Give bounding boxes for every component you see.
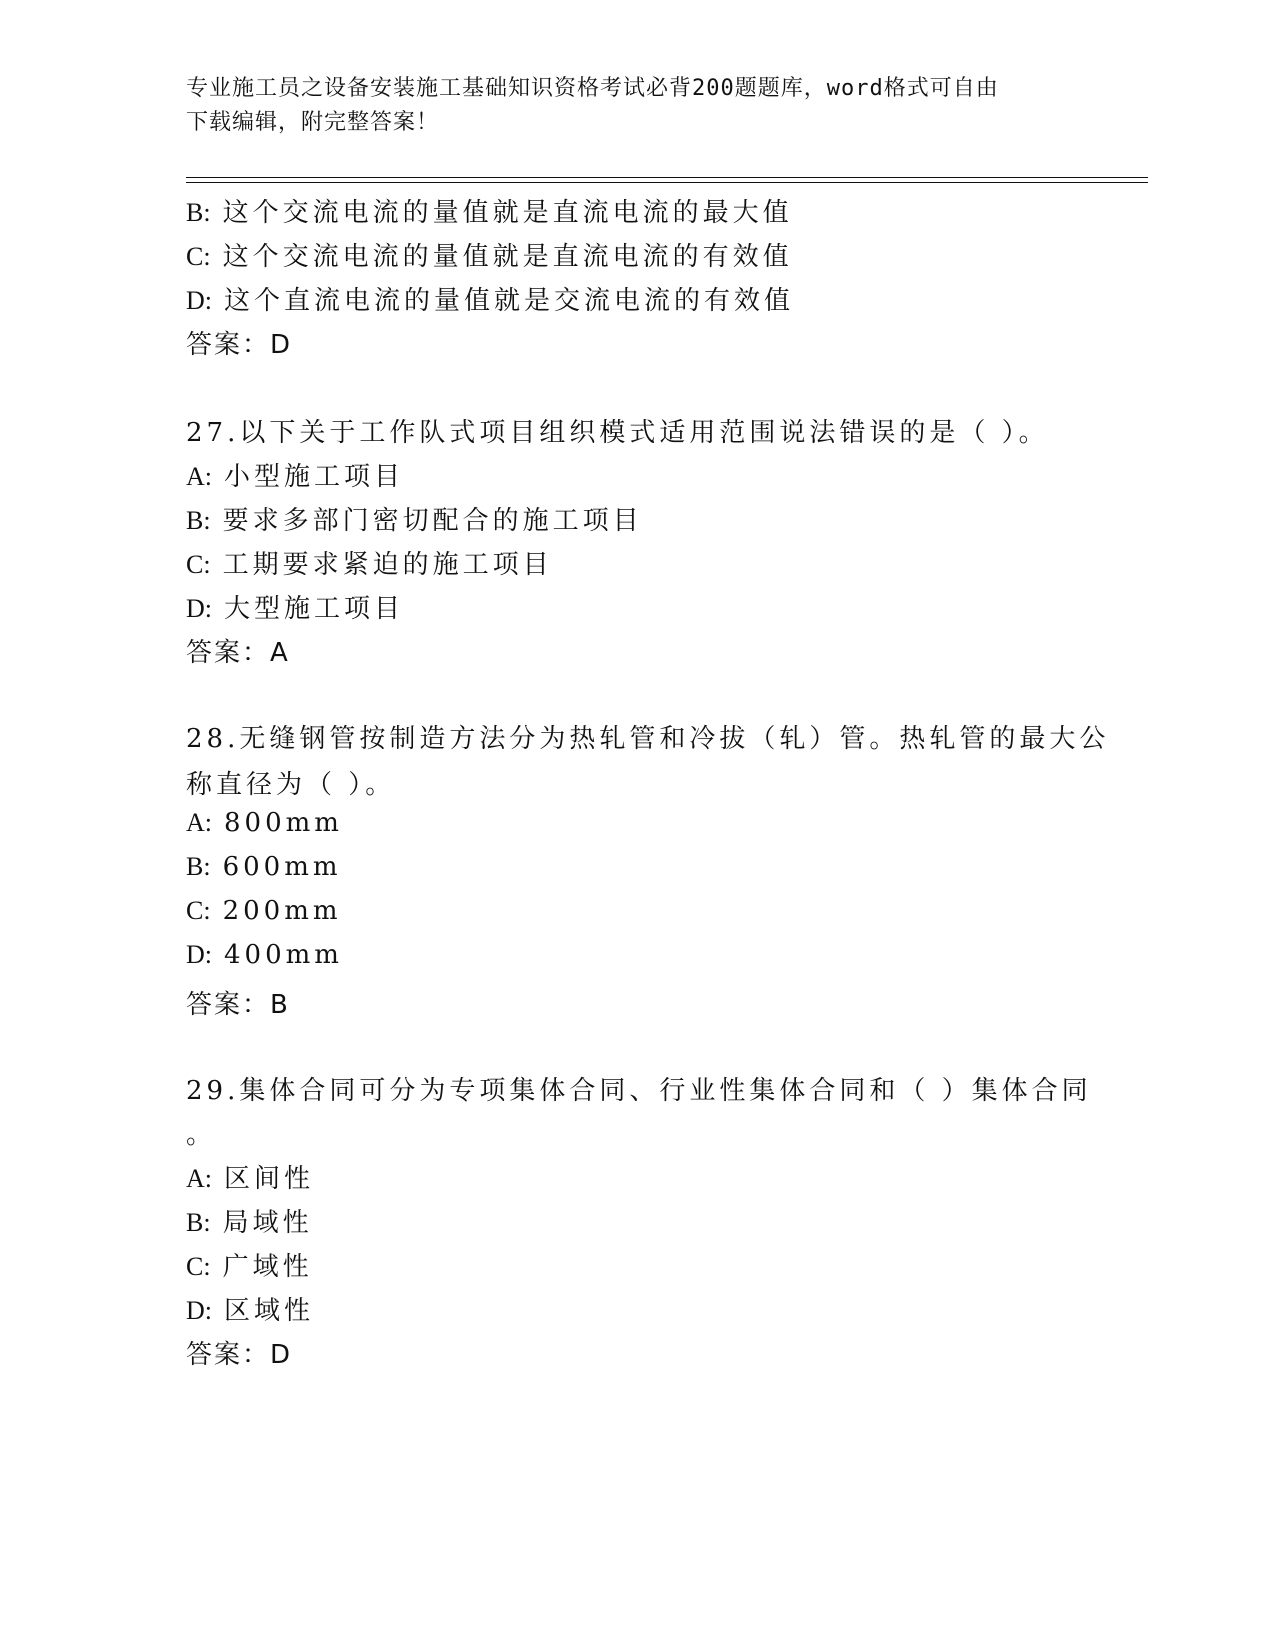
option-b bbox=[186, 1202, 313, 1239]
option-c bbox=[186, 896, 342, 926]
option-key: B: bbox=[186, 506, 211, 535]
option-key: C: bbox=[186, 896, 211, 925]
option-key: C: bbox=[186, 242, 211, 271]
header-rule-top bbox=[186, 177, 1148, 178]
option-key: D: bbox=[186, 286, 212, 315]
option-key: B: bbox=[186, 852, 211, 881]
option-text: 区间性 bbox=[224, 1164, 315, 1194]
answer-line: 答案：D bbox=[186, 1340, 293, 1370]
option-text: 800mm bbox=[224, 808, 343, 838]
question-29-text-cont: 。 bbox=[186, 1120, 217, 1150]
option-text: 要求多部门密切配合的施工项目 bbox=[222, 506, 643, 536]
answer-line: 答案：A bbox=[186, 638, 290, 668]
option-key: B: bbox=[186, 1208, 211, 1237]
question-28-text: 28.无缝钢管按制造方法分为热轧管和冷拔（轧）管。热轧管的最大公 bbox=[186, 724, 1110, 754]
option-key: D: bbox=[186, 940, 212, 969]
option-key: C: bbox=[186, 1252, 211, 1281]
option-text: 工期要求紧迫的施工项目 bbox=[222, 550, 553, 580]
option-b bbox=[186, 852, 342, 882]
header-rule-bottom bbox=[186, 182, 1148, 183]
option-c bbox=[186, 236, 793, 273]
option-text: 这个交流电流的量值就是直流电流的有效值 bbox=[222, 242, 793, 272]
option-text: 小型施工项目 bbox=[224, 462, 405, 492]
option-c bbox=[186, 544, 553, 581]
option-text: 局域性 bbox=[222, 1208, 313, 1238]
option-key: A: bbox=[186, 1164, 212, 1193]
option-text: 大型施工项目 bbox=[224, 594, 405, 624]
option-d bbox=[186, 280, 794, 317]
option-d bbox=[186, 940, 343, 970]
header-line-1: 专业施工员之设备安装施工基础知识资格考试必背200题题库，word格式可自由 bbox=[186, 76, 999, 101]
option-text: 这个交流电流的量值就是直流电流的最大值 bbox=[222, 198, 793, 228]
answer-line: 答案：B bbox=[186, 990, 290, 1020]
option-key: A: bbox=[186, 462, 212, 491]
document-header bbox=[186, 72, 1066, 140]
option-key: D: bbox=[186, 1296, 212, 1325]
option-b bbox=[186, 500, 643, 537]
option-key: D: bbox=[186, 594, 212, 623]
option-d bbox=[186, 588, 404, 625]
option-text: 600mm bbox=[222, 852, 342, 882]
question-28-text-cont: 称直径为（ ）。 bbox=[186, 770, 396, 800]
option-text: 区域性 bbox=[224, 1296, 315, 1326]
option-key: C: bbox=[186, 550, 211, 579]
answer-line: 答案：D bbox=[186, 330, 293, 360]
option-text: 这个直流电流的量值就是交流电流的有效值 bbox=[224, 286, 795, 316]
option-d bbox=[186, 1290, 314, 1327]
option-a bbox=[186, 456, 404, 493]
header-line-2: 下载编辑，附完整答案！ bbox=[186, 110, 440, 135]
question-27-text: 27.以下关于工作队式项目组织模式适用范围说法错误的是（ ）。 bbox=[186, 418, 1049, 448]
option-key: B: bbox=[186, 198, 211, 227]
option-c bbox=[186, 1246, 313, 1283]
question-29-text: 29.集体合同可分为专项集体合同、行业性集体合同和（ ）集体合同 bbox=[186, 1076, 1092, 1106]
option-a bbox=[186, 1158, 314, 1195]
option-a bbox=[186, 808, 343, 838]
option-key: A: bbox=[186, 808, 212, 837]
option-b bbox=[186, 192, 793, 229]
option-text: 广域性 bbox=[222, 1252, 313, 1282]
option-text: 200mm bbox=[222, 896, 342, 926]
option-text: 400mm bbox=[224, 940, 343, 970]
